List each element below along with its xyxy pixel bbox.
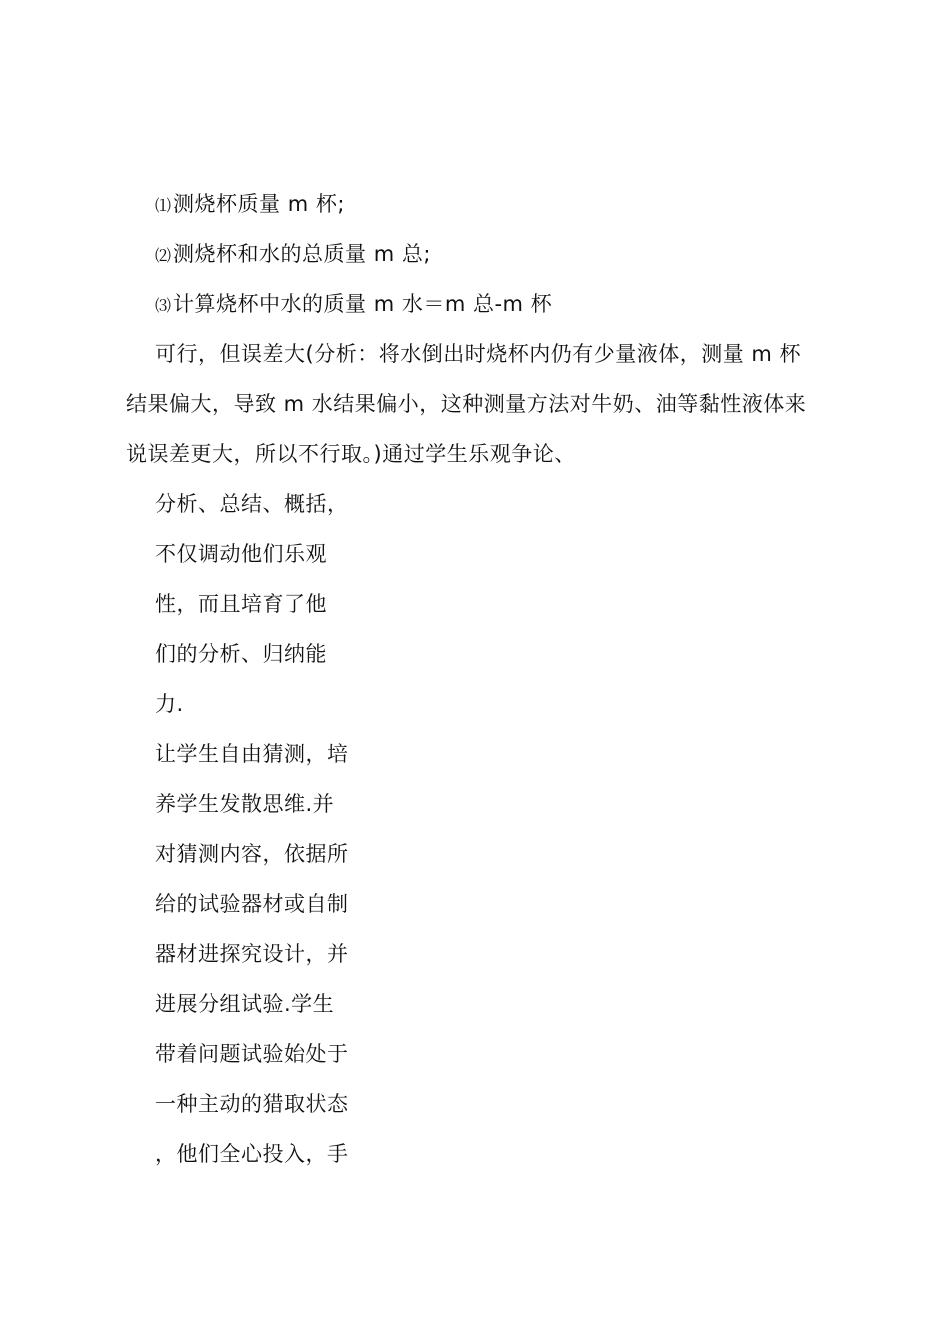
column-line: 们的分析、归纳能 — [155, 642, 327, 666]
column-line: 分析、总结、概括， — [155, 492, 349, 516]
column-line: 带着问题试验始处于 — [155, 1042, 349, 1066]
column-line: 力. — [155, 692, 184, 716]
step-number: ⑴ — [155, 196, 172, 215]
column-line: 给的试验器材或自制 — [155, 892, 349, 916]
step-text: 测烧杯质量 m 杯; — [173, 192, 345, 216]
step-1 — [155, 189, 345, 221]
column-line: 不仅调动他们乐观 — [155, 542, 327, 566]
column-line: 器材进探究设计，并 — [155, 942, 349, 966]
paragraph-line: 结果偏大，导致 m 水结果偏小，这种测量方法对牛奶、油等黏性液体来 — [126, 392, 807, 416]
paragraph-line: 可行，但误差大(分析：将水倒出时烧杯内仍有少量液体，测量 m 杯 — [155, 342, 801, 366]
step-number: ⑵ — [155, 246, 172, 265]
step-text: 测烧杯和水的总质量 m 总; — [173, 242, 431, 266]
column-line: 对猜测内容，依据所 — [155, 842, 349, 866]
paragraph-line: 说误差更大，所以不行取。)通过学生乐观争论、 — [126, 442, 576, 466]
column-line: 性，而且培育了他 — [155, 592, 327, 616]
column-line: 进展分组试验.学生 — [155, 992, 335, 1016]
step-number: ⑶ — [155, 296, 172, 315]
step-3 — [155, 289, 552, 321]
column-line: ，他们全心投入，手 — [155, 1142, 349, 1166]
step-2 — [155, 239, 431, 271]
column-line: 一种主动的猎取状态 — [155, 1092, 349, 1116]
column-line: 让学生自由猜测，培 — [155, 742, 349, 766]
column-line: 养学生发散思维.并 — [155, 792, 335, 816]
step-text: 计算烧杯中水的质量 m 水＝m 总-m 杯 — [173, 292, 553, 316]
